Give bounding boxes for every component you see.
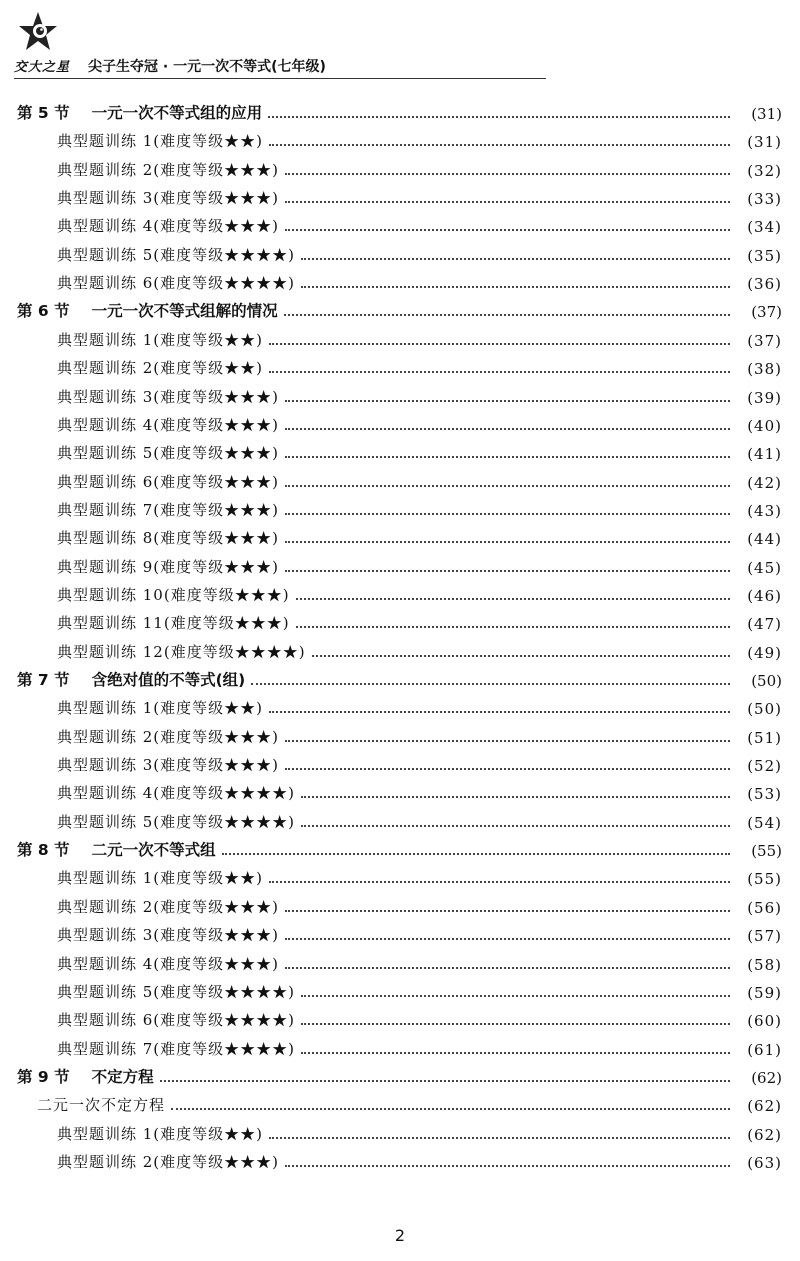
toc-page-ref: (62) [751, 1068, 782, 1087]
toc-page-ref: (55) [747, 870, 782, 889]
section-number: 第 8 节 [17, 841, 70, 860]
toc-entry-title: 典型题训练 3(难度等级★★★) [57, 756, 280, 775]
toc-exercise-row[interactable] [0, 891, 800, 917]
toc-exercise-row[interactable] [0, 125, 800, 151]
toc-entry-title: 典型题训练 3(难度等级★★★) [57, 189, 280, 208]
toc-page-ref: (41) [747, 445, 782, 464]
toc-exercise-row[interactable] [0, 494, 800, 520]
toc-page-ref: (58) [747, 955, 782, 974]
toc-exercise-row[interactable] [0, 777, 800, 803]
toc-page-ref: (53) [747, 785, 782, 804]
toc-exercise-row[interactable] [0, 948, 800, 974]
toc-exercise-row[interactable] [0, 749, 800, 775]
page-number: 2 [394, 1226, 406, 1245]
toc-page-ref: (34) [747, 218, 782, 237]
toc-exercise-row[interactable] [0, 522, 800, 548]
dot-leader [285, 570, 730, 572]
page-header [14, 10, 546, 82]
toc-entry-title: 典型题训练 6(难度等级★★★★) [57, 1011, 296, 1030]
section-title: 一元一次不等式组的应用 [91, 104, 263, 122]
toc-exercise-row[interactable] [0, 721, 800, 747]
dot-leader [285, 400, 730, 402]
dot-leader [285, 967, 730, 969]
dot-leader [269, 144, 730, 146]
toc-exercise-row[interactable] [0, 381, 800, 407]
section-title: 不定方程 [91, 1067, 154, 1086]
toc-entry-title: 典型题训练 8(难度等级★★★) [57, 529, 280, 548]
toc-page-ref: (62) [747, 1097, 782, 1116]
section-number: 第 6 节 [17, 302, 70, 321]
logo [14, 10, 88, 76]
toc-exercise-row[interactable] [0, 1146, 800, 1172]
dot-leader [285, 541, 730, 543]
toc-exercise-row[interactable] [0, 1118, 800, 1144]
toc-page-ref: (61) [747, 1040, 782, 1059]
toc-page-ref: (45) [747, 558, 782, 577]
toc-section-row[interactable] [0, 97, 800, 123]
dot-leader [285, 201, 730, 203]
dot-leader [285, 768, 730, 770]
toc-page-ref: (37) [751, 303, 782, 322]
toc-page-ref: (37) [747, 331, 782, 350]
toc-entry-title: 典型题训练 4(难度等级★★★) [57, 415, 280, 434]
toc-page-ref: (55) [751, 842, 782, 861]
toc-entry-title: 典型题训练 7(难度等级★★★★) [57, 1039, 296, 1058]
toc-entry-title: 典型题训练 10(难度等级★★★) [57, 585, 290, 604]
toc-page-ref: (59) [747, 983, 782, 1002]
toc-page-ref: (60) [747, 1012, 782, 1031]
toc-entry-title: 典型题训练 1(难度等级★★) [57, 132, 264, 151]
toc-exercise-row[interactable] [0, 919, 800, 945]
toc-page-ref: (40) [747, 416, 782, 435]
toc-entry-title [17, 668, 245, 690]
dot-leader [301, 796, 730, 798]
toc-entry-title: 典型题训练 5(难度等级★★★★) [57, 812, 296, 831]
dot-leader [251, 683, 730, 685]
section-title: 一元一次不等式组解的情况 [91, 302, 278, 321]
logo-text: 交大之星 [14, 60, 71, 75]
toc-entry-title [17, 101, 262, 123]
toc-page-ref: (49) [747, 643, 782, 662]
toc-page-ref: (33) [747, 190, 782, 209]
toc-page-ref: (57) [747, 927, 782, 946]
toc-entry-title: 二元一次不定方程 [37, 1096, 166, 1115]
dot-leader [296, 598, 730, 600]
toc-entry-title: 典型题训练 3(难度等级★★★) [57, 926, 280, 945]
toc-entry-title: 典型题训练 9(难度等级★★★) [57, 557, 280, 576]
dot-leader [269, 1137, 730, 1139]
dot-leader [268, 116, 730, 118]
toc-page-ref: (63) [747, 1153, 782, 1172]
section-number: 第 5 节 [17, 104, 70, 122]
dot-leader [222, 853, 730, 855]
toc-exercise-row[interactable] [0, 551, 800, 577]
toc-page-ref: (50) [747, 700, 782, 719]
dot-leader [285, 938, 730, 940]
toc-entry-title: 典型题训练 2(难度等级★★★) [57, 897, 280, 916]
toc-page-ref: (35) [747, 246, 782, 265]
toc-page-ref: (43) [747, 501, 782, 520]
toc-entry-title: 典型题训练 11(难度等级★★★) [57, 614, 290, 633]
toc-entry-title: 典型题训练 7(难度等级★★★) [57, 500, 280, 519]
dot-leader [296, 626, 730, 628]
toc-exercise-row[interactable] [0, 806, 800, 832]
dot-leader [285, 456, 730, 458]
dot-leader [301, 1052, 730, 1054]
toc-exercise-row[interactable] [0, 636, 800, 662]
toc-page-ref: (31) [747, 133, 782, 152]
toc-section-row[interactable] [0, 295, 800, 321]
toc-exercise-row[interactable] [0, 976, 800, 1002]
dot-leader [269, 343, 730, 345]
toc-entry-title: 典型题训练 3(难度等级★★★) [57, 387, 280, 406]
toc-page-ref: (36) [747, 275, 782, 294]
section-number: 第 7 节 [17, 671, 70, 689]
header-divider [14, 78, 546, 79]
toc-exercise-row[interactable] [0, 1004, 800, 1030]
toc-exercise-row[interactable] [0, 352, 800, 378]
toc-page-ref: (38) [747, 360, 782, 379]
toc-exercise-row[interactable] [0, 182, 800, 208]
dot-leader [285, 1165, 730, 1167]
toc-entry-title: 典型题训练 1(难度等级★★) [57, 699, 264, 718]
star-logo-icon [18, 10, 58, 54]
dot-leader [269, 881, 730, 883]
toc-subsection-row[interactable] [0, 1089, 800, 1115]
toc-page-ref: (31) [751, 105, 782, 123]
toc-exercise-row[interactable] [0, 239, 800, 265]
dot-leader [312, 655, 730, 657]
toc-entry-title: 典型题训练 2(难度等级★★) [57, 359, 264, 378]
section-number: 第 9 节 [17, 1067, 70, 1086]
toc-exercise-row[interactable] [0, 267, 800, 293]
toc-entry-title: 典型题训练 2(难度等级★★★) [57, 1152, 280, 1171]
toc-entry-title [17, 1065, 154, 1087]
toc-section-row[interactable] [0, 664, 800, 690]
toc-page-ref: (32) [747, 161, 782, 180]
toc-page-ref: (50) [751, 672, 782, 690]
toc-entry-title: 典型题训练 2(难度等级★★★) [57, 160, 280, 179]
toc-entry-title: 典型题训练 1(难度等级★★) [57, 1124, 264, 1143]
toc-page-ref: (44) [747, 530, 782, 549]
toc-entry-title: 典型题训练 5(难度等级★★★★) [57, 982, 296, 1001]
dot-leader [285, 485, 730, 487]
toc-entry-title [17, 838, 216, 860]
dot-leader [285, 910, 730, 912]
dot-leader [171, 1108, 730, 1110]
dot-leader [301, 286, 730, 288]
toc-exercise-row[interactable] [0, 579, 800, 605]
dot-leader [285, 513, 730, 515]
toc-page-ref: (52) [747, 757, 782, 776]
toc-entry-title: 典型题训练 1(难度等级★★) [57, 869, 264, 888]
toc-exercise-row[interactable] [0, 1033, 800, 1059]
dot-leader [285, 740, 730, 742]
toc-exercise-row[interactable] [0, 466, 800, 492]
toc-page-ref: (42) [747, 473, 782, 492]
toc-exercise-row[interactable] [0, 607, 800, 633]
toc-exercise-row[interactable] [0, 437, 800, 463]
toc-entry-title: 典型题训练 6(难度等级★★★) [57, 472, 280, 491]
toc-exercise-row[interactable] [0, 692, 800, 718]
toc-section-row[interactable] [0, 834, 800, 860]
dot-leader [301, 258, 730, 260]
toc-exercise-row[interactable] [0, 324, 800, 350]
dot-leader [269, 711, 730, 713]
dot-leader [284, 314, 730, 316]
dot-leader [269, 371, 730, 373]
section-title: 含绝对值的不等式(组) [91, 671, 246, 689]
toc-entry-title: 典型题训练 4(难度等级★★★★) [57, 784, 296, 803]
toc-entry-title: 典型题训练 5(难度等级★★★★) [57, 245, 296, 264]
dot-leader [301, 1023, 730, 1025]
toc-section-row[interactable] [0, 1061, 800, 1087]
toc-entry-title: 典型题训练 5(难度等级★★★) [57, 444, 280, 463]
toc-page-ref: (56) [747, 898, 782, 917]
book-title: 尖子生夺冠 · 一元一次不等式(七年级) [88, 59, 326, 75]
toc-entry-title: 典型题训练 4(难度等级★★★) [57, 954, 280, 973]
dot-leader [285, 173, 730, 175]
toc-entry-title: 典型题训练 2(难度等级★★★) [57, 727, 280, 746]
dot-leader [285, 428, 730, 430]
toc-exercise-row[interactable] [0, 154, 800, 180]
toc-page-ref: (46) [747, 586, 782, 605]
section-title: 二元一次不等式组 [91, 841, 216, 860]
toc-exercise-row[interactable] [0, 409, 800, 435]
dot-leader [301, 995, 730, 997]
toc-entry-title: 典型题训练 6(难度等级★★★★) [57, 274, 296, 293]
toc-page-ref: (54) [747, 813, 782, 832]
toc-page-ref: (62) [747, 1125, 782, 1144]
toc-entry-title [17, 299, 278, 321]
toc-exercise-row[interactable] [0, 210, 800, 236]
dot-leader [285, 229, 730, 231]
toc-entry-title: 典型题训练 1(难度等级★★) [57, 330, 264, 349]
dot-leader [160, 1080, 730, 1082]
toc-page-ref: (51) [747, 728, 782, 747]
toc-page-ref: (39) [747, 388, 782, 407]
toc-exercise-row[interactable] [0, 862, 800, 888]
toc-entry-title: 典型题训练 12(难度等级★★★★) [57, 642, 306, 661]
dot-leader [301, 825, 730, 827]
toc-page-ref: (47) [747, 615, 782, 634]
toc-entry-title: 典型题训练 4(难度等级★★★) [57, 217, 280, 236]
